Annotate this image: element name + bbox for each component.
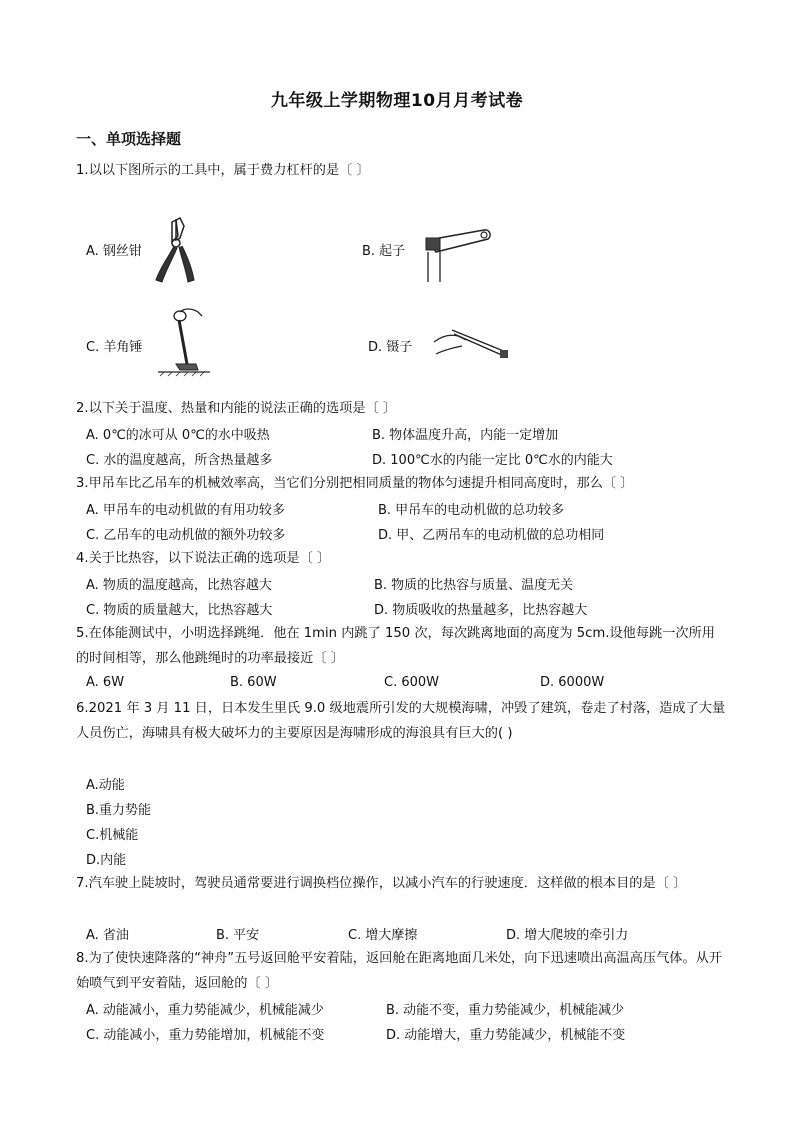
q4-option-d[interactable]: D. 物质吸收的热量越多，比热容越大 [374,603,588,618]
section-heading: 一、单项选择题 [76,130,182,148]
q1-option-d[interactable]: D. 镊子 [368,340,413,355]
q2-option-a[interactable]: A. 0℃的冰可从 0℃的水中吸热 [86,428,270,443]
q6-option-b[interactable]: B.重力势能 [86,803,152,818]
q3-option-a[interactable]: A. 甲吊车的电动机做的有用功较多 [86,503,285,518]
q8-option-c[interactable]: C. 动能减小，重力势能增加，机械能不变 [86,1028,325,1043]
pliers-figure [150,216,198,286]
q7-option-a[interactable]: A. 省油 [86,928,129,943]
q4-option-a[interactable]: A. 物质的温度越高，比热容越大 [86,578,272,593]
question-3-stem: 3.甲吊车比乙吊车的机械效率高，当它们分别把相同质量的物体匀速提升相同高度时，那么〔 〕 [76,476,634,491]
q1-option-b[interactable]: B. 起子 [362,244,406,259]
q2-option-c[interactable]: C. 水的温度越高，所含热量越多 [86,453,273,468]
q7-option-d[interactable]: D. 增大爬坡的牵引力 [506,928,629,943]
q7-option-c[interactable]: C. 增大摩擦 [348,928,418,943]
tweezers-figure [432,320,512,364]
question-7-stem: 7.汽车驶上陡坡时，驾驶员通常要进行调换档位操作，以减小汽车的行驶速度．这样做的根本目的是〔 〕 [76,876,687,891]
q6-option-a[interactable]: A.动能 [86,778,125,793]
q2-option-d[interactable]: D. 100℃水的内能一定比 0℃水的内能大 [372,453,613,468]
q5-option-b[interactable]: B. 60W [230,675,277,690]
q8-option-b[interactable]: B. 动能不变，重力势能减少，机械能减少 [386,1003,625,1018]
bottle-opener-figure [420,226,494,284]
q7-option-b[interactable]: B. 平安 [216,928,260,943]
q6-option-d[interactable]: D.内能 [86,853,127,868]
q3-option-b[interactable]: B. 甲吊车的电动机做的总功较多 [378,503,565,518]
question-6-stem: 6.2021 年 3 月 11 日，日本发生里氏 9.0 级地震所引发的大规模海啸，冲毁了建筑，卷走了村落，造成了大量人员伤亡，海啸具有极大破坏力的主要原因是海啸形成的海浪具有巨大的( ) [76,701,726,741]
q2-option-b[interactable]: B. 物体温度升高，内能一定增加 [372,428,559,443]
claw-hammer-figure [158,306,210,378]
q5-option-c[interactable]: C. 600W [384,675,440,690]
question-2-stem: 2.以下关于温度、热量和内能的说法正确的选项是〔 〕 [76,401,397,416]
question-8-stem: 8.为了使快速降落的“神舟”五号返回舱平安着陆，返回舱在距离地面几米处，向下迅速喷出高温高压气体。从开始喷气到平安着陆，返回舱的〔 〕 [76,951,723,991]
q5-option-a[interactable]: A. 6W [86,675,125,690]
q8-option-d[interactable]: D. 动能增大，重力势能减少，机械能不变 [386,1028,626,1043]
q1-option-c[interactable]: C. 羊角锤 [86,340,143,355]
q5-option-d[interactable]: D. 6000W [540,675,605,690]
q8-option-a[interactable]: A. 动能减小，重力势能减少，机械能减少 [86,1003,324,1018]
question-1-stem: 1.以以下图所示的工具中，属于费力杠杆的是〔 〕 [76,163,370,178]
q3-option-d[interactable]: D. 甲、乙两吊车的电动机做的总功相同 [378,528,605,543]
q4-option-b[interactable]: B. 物质的比热容与质量、温度无关 [374,578,574,593]
page-title: 九年级上学期物理10月月考试卷 [270,91,524,111]
q6-option-c[interactable]: C.机械能 [86,828,139,843]
q1-option-a[interactable]: A. 钢丝钳 [86,244,142,259]
question-5-stem: 5.在体能测试中，小明选择跳绳．他在 1min 内跳了 150 次，每次跳离地面的高度为 5cm.设他每跳一次所用的时间相等，那么他跳绳时的功率最接近〔 〕 [76,626,715,666]
question-4-stem: 4.关于比热容，以下说法正确的选项是〔 〕 [76,551,331,566]
q4-option-c[interactable]: C. 物质的质量越大，比热容越大 [86,603,273,618]
q3-option-c[interactable]: C. 乙吊车的电动机做的额外功较多 [86,528,286,543]
